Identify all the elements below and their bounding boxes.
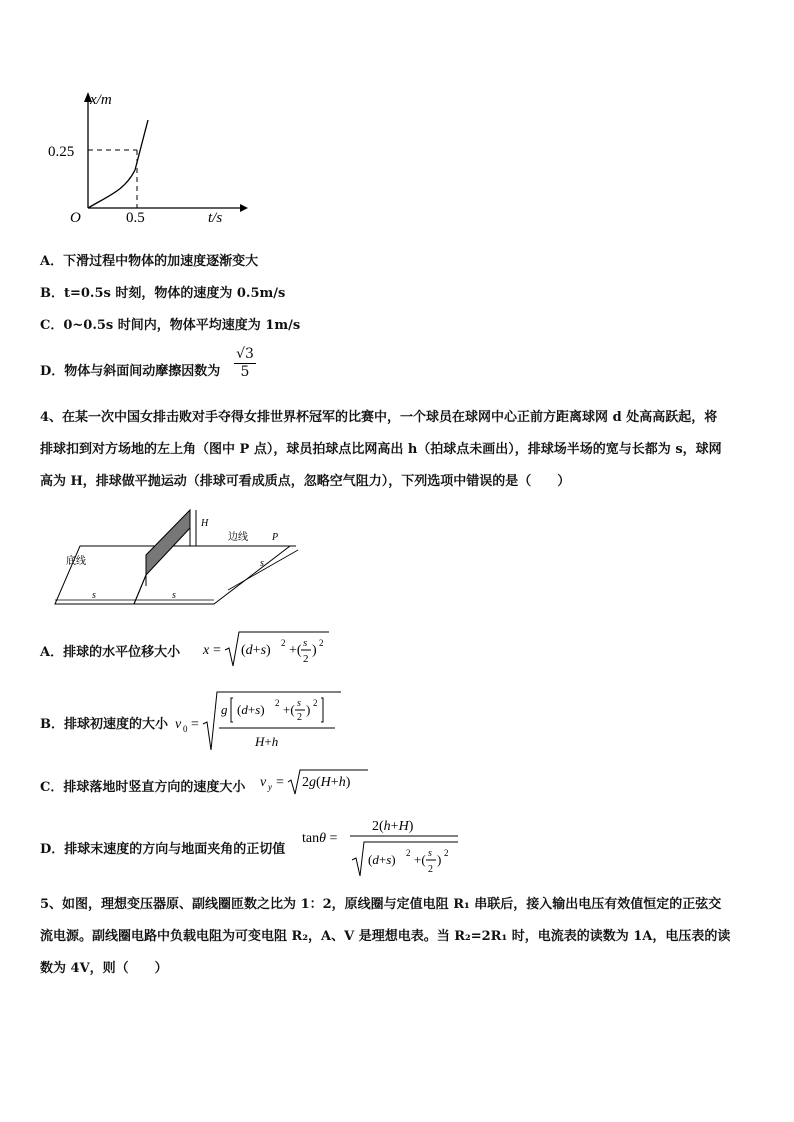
q4-option-a: A．排球的水平位移大小 [40,645,181,660]
formula-c-svg [260,768,370,796]
q5-line3: 数为 4V，则（ ） [40,961,168,976]
s-label-near: s [92,590,96,601]
s-label-side: s [260,558,264,569]
formula-d-svg [302,812,462,878]
q4-c-formula [260,768,370,800]
y-tick-label: 0.25 [48,144,75,160]
point-p-label: P [272,532,279,543]
svg-text:): ) [312,643,317,658]
q4-stem-line1: 4、在某一次中国女排击败对手夺得女排世界杯冠军的比赛中，一个球员在球网中心正前方距离球网 d 处高高跃起，将 [40,410,718,425]
svg-text:2g(H+h): 2g(H+h) [302,775,351,790]
q5-line1: 5、如图，理想变压器原、副线圈匝数之比为 1：2，原线圈与定值电阻 R₁ 串联后，接入输出电压有效值恒定的正弦交 [40,897,722,912]
svg-text:=: = [191,717,199,732]
svg-text:x: x [203,643,210,658]
q4-d-formula [302,812,462,882]
svg-text:+(: +( [283,702,295,717]
q3-d-numerator: √3 [234,346,256,364]
baseline-label: 底线 [66,556,86,567]
x-t-curve [88,120,148,208]
svg-text:2: 2 [406,848,411,858]
q3-d-fraction [234,346,256,380]
svg-text:(d+s): (d+s) [237,702,265,717]
svg-text:(d+s): (d+s) [241,643,271,658]
svg-text:tanθ =: tanθ = [302,831,338,846]
svg-text:2: 2 [444,848,449,858]
svg-text:=: = [276,775,284,790]
origin-label: O [70,210,81,225]
svg-text:y: y [268,782,272,792]
svg-text:H+h: H+h [255,734,279,749]
net [146,510,190,575]
svg-text:s: s [303,637,308,649]
q4-a-formula [203,628,333,674]
svg-text:v: v [260,775,267,790]
y-axis-label: x/m [90,92,112,108]
s-dim-side [228,550,298,590]
q3-option-b: B．t=0.5s 时刻，物体的速度为 0.5m/s [40,286,286,301]
svg-text:s: s [428,848,432,859]
svg-text:g: g [221,702,228,717]
svg-text:2: 2 [313,698,318,708]
court-figure [50,500,310,612]
x-t-graph [40,80,250,225]
q3-option-c: C．0~0.5s 时间内，物体平均速度为 1m/s [40,318,301,333]
s-label-far: s [172,590,176,601]
svg-text:v: v [175,717,182,732]
formula-b-svg [175,688,345,754]
q4-option-d: D．排球末速度的方向与地面夹角的正切值 [40,842,286,857]
q3-d-denominator: 5 [240,364,250,380]
court-near-half [55,546,158,604]
svg-text:2: 2 [428,864,433,875]
svg-text:): ) [437,852,442,867]
q3-option-d: D．物体与斜面间动摩擦因数为 [40,364,221,379]
q4-stem-line3: 高为 H，排球做平抛运动（排球可看成质点，忽略空气阻力），下列选项中错误的是（ ） [40,474,571,489]
svg-text:0: 0 [183,724,188,734]
x-axis-label: t/s [208,210,223,225]
svg-text:=: = [213,643,221,658]
q3-option-a: A．下滑过程中物体的加速度逐渐变大 [40,254,259,269]
t-axis-arrow [240,204,248,212]
q5-line2: 流电源。副线圈电路中负载电阻为可变电阻 R₂，A、V 是理想电表。当 R₂=2R₁ 时，电流表的读数为 1A，电压表的读 [40,929,731,944]
svg-text:(d+s): (d+s) [368,852,396,867]
svg-text:+(: +( [289,643,302,658]
svg-text:2: 2 [275,698,280,708]
x-tick-label: 0.5 [126,210,145,225]
h-label: H [201,518,209,529]
formula-a-svg [203,628,333,670]
svg-text:): ) [306,702,311,717]
svg-text:2: 2 [319,638,324,648]
q4-stem-line2: 排球扣到对方场地的左上角（图中 P 点），球员拍球点比网高出 h（拍球点未画出），排球场半场的宽与长都为 s，球网 [40,442,722,457]
svg-text:2: 2 [297,712,302,723]
svg-text:2: 2 [281,638,286,648]
svg-text:2: 2 [303,653,309,665]
svg-text:+(: +( [414,852,426,867]
q4-b-formula [175,688,345,758]
svg-text:2(h+H): 2(h+H) [372,819,414,834]
svg-text:s: s [297,698,301,709]
q4-option-c: C．排球落地时竖直方向的速度大小 [40,780,246,795]
sideline-label: 边线 [228,532,248,543]
q4-option-b: B．排球初速度的大小 [40,717,168,732]
